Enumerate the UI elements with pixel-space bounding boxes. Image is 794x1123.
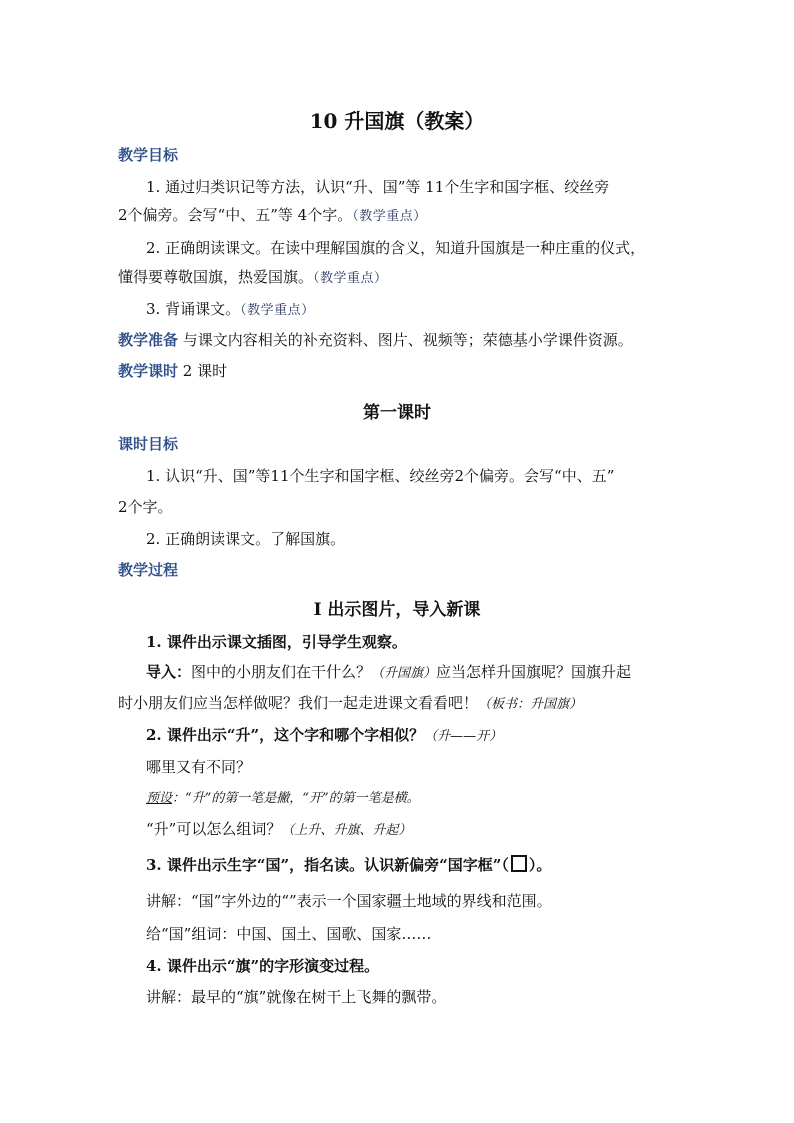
hours-text: 2 课时 <box>178 362 228 380</box>
objective-3 <box>146 299 315 321</box>
key-point-note: （教学重点） <box>313 271 388 286</box>
words-line: 给“国”组词：中国、国土、国歌、国家…… <box>146 925 432 943</box>
lesson-goal-1-line-1: 1. 认识“升、国”等11个生字和国字框、绞丝旁2个偏旁。会写“中、五” <box>146 467 615 485</box>
preset-line <box>146 789 420 809</box>
step-3-text: 3. 课件出示生字“国”，指名读。认识新偏旁“国字框”（ <box>146 856 509 874</box>
teaching-prep <box>118 330 633 350</box>
step-3 <box>146 855 551 875</box>
objective-2-text: 懂得要尊敬国旗，热爱国旗。 <box>118 268 314 286</box>
explain-line-2: 讲解：最早的“旗”就像在树干上飞舞的飘带。 <box>146 988 447 1006</box>
answer-note: （升国旗） <box>371 666 437 681</box>
hours-label: 教学课时 <box>118 362 179 380</box>
radical-frame-icon <box>511 855 527 872</box>
lesson-1-heading: 第一课时 <box>363 403 431 423</box>
intro-line-2 <box>118 693 582 715</box>
objective-1-line-2 <box>118 205 427 227</box>
answer-note: （升——开） <box>424 729 503 744</box>
explain-line-1: 讲解：“国”字外边的“”表示一个国家疆土地域的界线和范围。 <box>146 892 552 910</box>
preset-text: ：“升”的第一笔是撇，“开”的第一笔是横。 <box>172 791 420 806</box>
objective-1-text: 2个偏旁。会写“中、五”等 4个字。 <box>118 206 353 224</box>
lesson-goal-1-line-2: 2个字。 <box>118 498 173 516</box>
word-group-line <box>146 819 411 841</box>
lesson-goal-heading: 课时目标 <box>118 435 179 453</box>
objective-1-line-1: 1. 通过归类识记等方法，认识“升、国”等 11个生字和国字框、绞丝旁 <box>146 178 610 196</box>
objective-3-text: 3. 背诵课文。 <box>146 300 241 318</box>
step-1: 1. 课件出示课文插图，引导学生观察。 <box>146 633 407 651</box>
objective-2-line-2 <box>118 267 388 289</box>
step-2 <box>146 725 502 747</box>
step-3-text-end: ）。 <box>528 856 552 874</box>
step-2-text: 2. 课件出示“升”，这个字和哪个字相似？ <box>146 726 425 744</box>
preset-label: 预设 <box>146 791 173 806</box>
objective-2-line-1: 2. 正确朗读课文。在读中理解国旗的含义，知道升国旗是一种庄重的仪式， <box>146 239 646 257</box>
key-point-note: （教学重点） <box>240 303 315 318</box>
step-2-continued: 哪里又有不同？ <box>146 758 252 776</box>
objectives-heading: 教学目标 <box>118 146 179 164</box>
answer-note: （上升、升旗、升起） <box>281 823 412 838</box>
lesson-goal-2: 2. 正确朗读课文。了解国旗。 <box>146 530 346 548</box>
intro-label: 导入： <box>146 663 192 681</box>
step-4: 4. 课件出示“旗”的字形演变过程。 <box>146 957 380 975</box>
intro-text: 应当怎样升国旗呢？国旗升起 <box>436 663 632 681</box>
word-group-question: “升”可以怎么组词？ <box>146 820 282 838</box>
prep-label: 教学准备 <box>118 331 179 349</box>
key-point-note: （教学重点） <box>352 209 427 224</box>
intro-text: 图中的小朋友们在干什么？ <box>191 663 372 681</box>
board-note: （板书：升国旗） <box>478 697 583 712</box>
prep-text: 与课文内容相关的补充资料、图片、视频等；荣德基小学课件资源。 <box>178 331 633 349</box>
process-heading: 教学过程 <box>118 561 179 579</box>
part-1-heading: Ⅰ 出示图片，导入新课 <box>313 600 481 620</box>
intro-line-1 <box>146 662 631 684</box>
intro-text: 时小朋友们应当怎样做呢？我们一起走进课文看看吧！ <box>118 694 479 712</box>
page-title: 10 升国旗（教案） <box>309 109 485 133</box>
teaching-hours <box>118 361 227 381</box>
